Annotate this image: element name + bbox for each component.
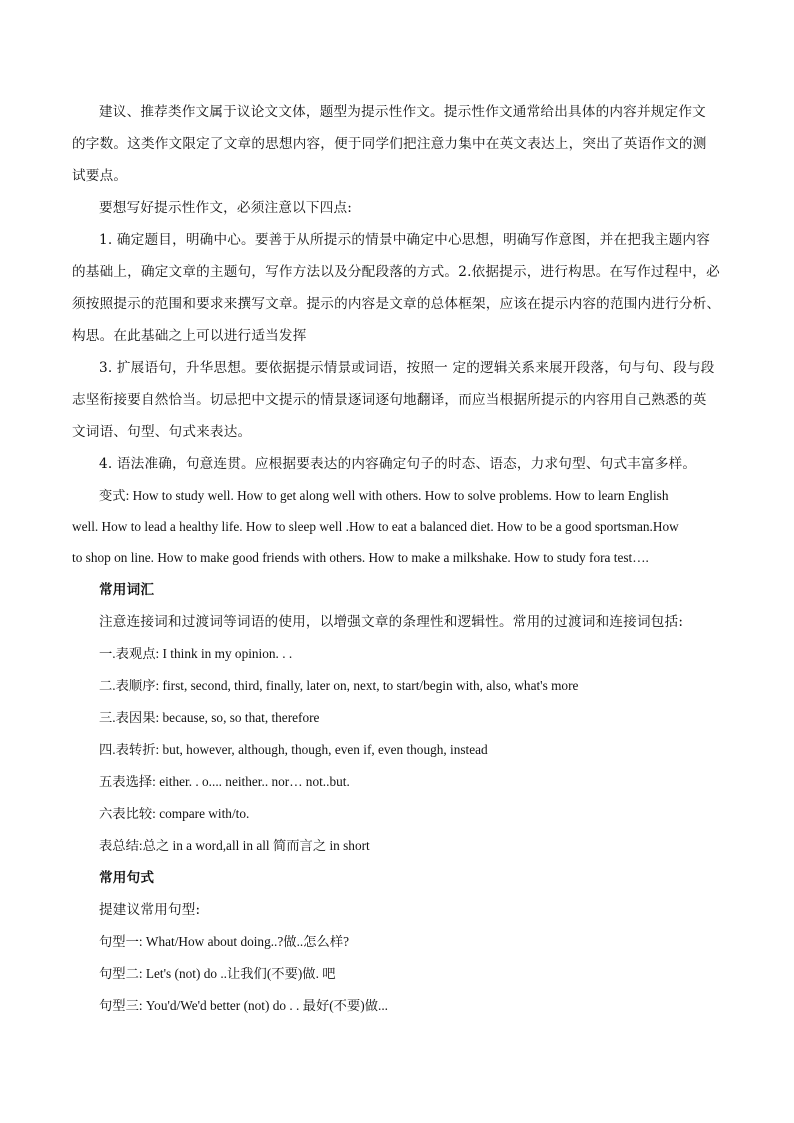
vocab-item-cause: 三.表因果: because, so, so that, therefore — [99, 710, 320, 725]
vocab-item-summary: 表总结:总之 in a word,all in all 简而言之 in short — [99, 838, 370, 853]
vocab-item-contrast: 四.表转折: but, however, although, though, even if, even though, instead — [99, 742, 488, 757]
intro-line-1: 建议、推荐类作文属于议论文文体，题型为提示性作文。提示性作文通常给出具体的内容并规定作文 — [99, 104, 706, 120]
sentence-item-2: 句型二: Let's (not) do ..让我们(不要)做. 吧 — [99, 966, 336, 981]
vocab-item-choice: 五表选择: either. . o.... neither.. nor… not..but. — [99, 774, 350, 789]
vocab-heading: 常用词汇 — [99, 582, 155, 598]
vocab-item-compare: 六表比较: compare with/to. — [99, 806, 250, 821]
vocab-item-viewpoint: 一.表观点: I think in my opinion. . . — [99, 646, 293, 661]
point3-line-1: 3. 扩展语句，升华思想。要依据提示情景或词语，按照一 定的逻辑关系来展开段落，句与句、段与段 — [99, 360, 715, 376]
point1-line-4: 构思。在此基础之上可以进行适当发挥 — [72, 328, 307, 344]
point1-line-3: 须按照提示的范围和要求来撰写文章。提示的内容是文章的总体框架，应该在提示内容的范围内进行分析、 — [72, 296, 721, 312]
sentence-heading: 常用句式 — [99, 870, 155, 886]
variants-line-1: 变式: How to study well. How to get along well with others. How to solve problems. How to learn English — [99, 488, 669, 503]
four-points-lead: 要想写好提示性作文，必须注意以下四点: — [99, 200, 353, 216]
vocab-intro: 注意连接词和过渡词等词语的使用，以增强文章的条理性和逻辑性。常用的过渡词和连接词包括: — [99, 614, 684, 630]
point3-line-3: 文词语、句型、句式来表达。 — [72, 424, 252, 440]
variants-line-3: to shop on line. How to make good friends with others. How to make a milkshake. How to study fora test…. — [72, 550, 649, 565]
point4-line: 4. 语法准确，句意连贯。应根据要表达的内容确定句子的时态、语态，力求句型、句式丰富多样。 — [99, 456, 697, 472]
point1-line-1: 1. 确定题目，明确中心。要善于从所提示的情景中确定中心思想，明确写作意图，并在把我主题内容 — [99, 232, 711, 248]
variants-line-2: well. How to lead a healthy life. How to sleep well .How to eat a balanced diet. How to be a good sportsman.How — [72, 519, 679, 534]
sentence-item-1: 句型一: What/How about doing..?做..怎么样? — [99, 934, 350, 949]
point3-line-2: 志坚衔接要自然恰当。切忌把中文提示的情景逐词逐句地翻译，而应当根据所提示的内容用自己熟悉的英 — [72, 392, 707, 408]
point1-line-2: 的基础上，确定文章的主题句，写作方法以及分配段落的方式。2.依据提示，进行构思。在写作过程中，必 — [72, 264, 720, 280]
intro-line-2: 的字数。这类作文限定了文章的思想内容，便于同学们把注意力集中在英文表达上，突出了英语作文的测 — [72, 136, 707, 152]
intro-line-3: 试要点。 — [72, 168, 128, 184]
sentence-item-3: 句型三: You'd/We'd better (not) do . . 最好(不要)做... — [99, 998, 388, 1013]
vocab-item-order: 二.表顺序: first, second, third, finally, later on, next, to start/begin with, also, what's more — [99, 678, 579, 693]
sentence-intro: 提建议常用句型: — [99, 902, 201, 918]
